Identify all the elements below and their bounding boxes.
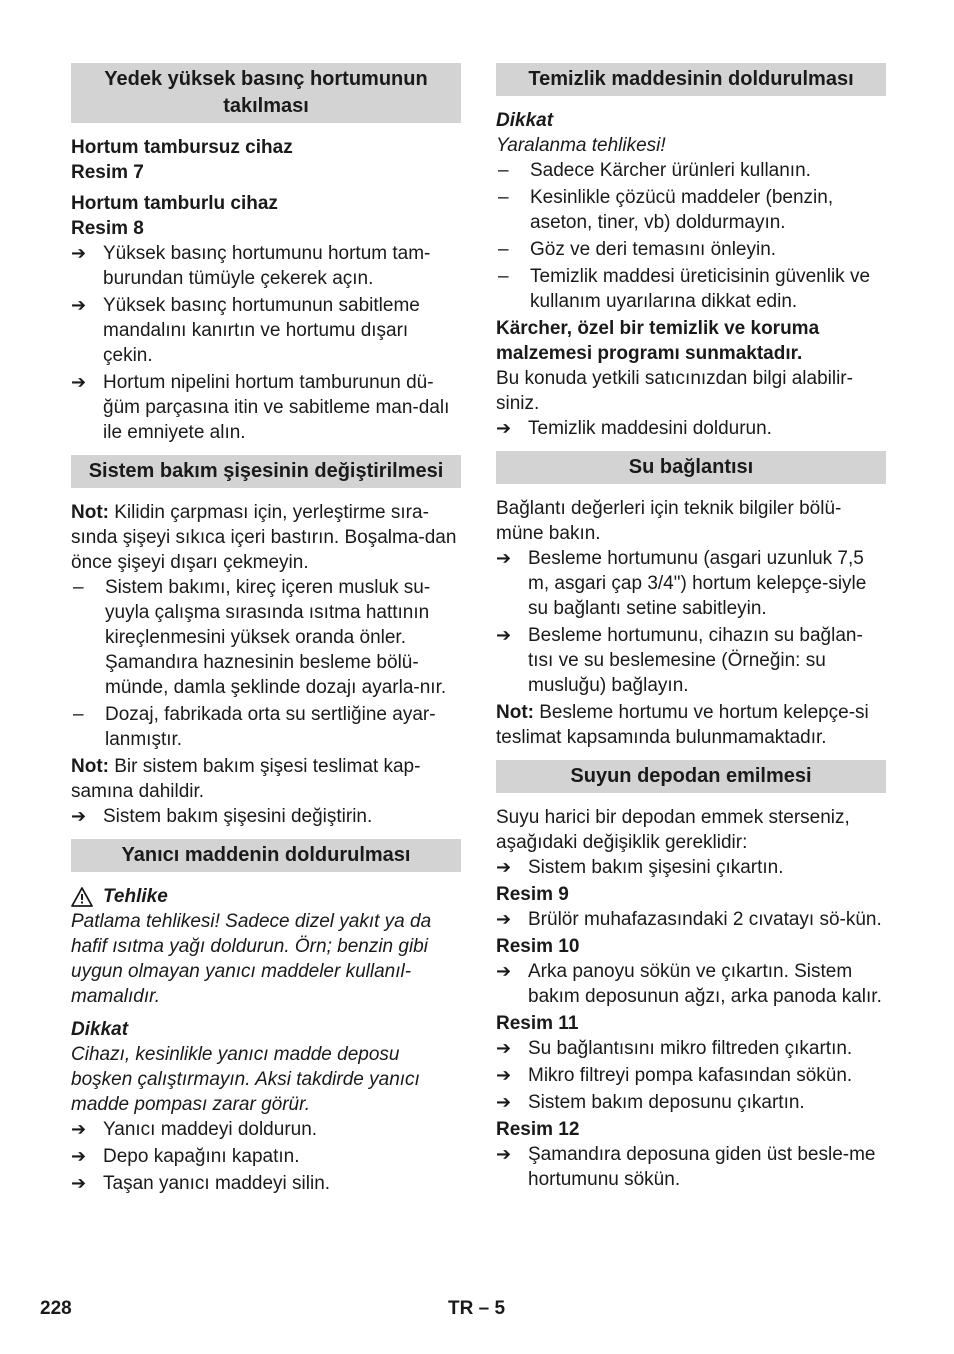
arrow-icon: ➔ — [71, 243, 87, 263]
left-column — [71, 63, 461, 1198]
arrow-icon: ➔ — [496, 961, 512, 981]
arrow-icon: ➔ — [71, 1173, 87, 1193]
arrow-icon: ➔ — [71, 1146, 87, 1166]
arrow-icon: ➔ — [71, 295, 87, 315]
caution-label: Dikkat — [496, 110, 554, 131]
step-item: ➔ Şamandıra deposuna giden üst besle-me hortumunu sökün. — [496, 1144, 876, 1190]
step-item: ➔ Sistem bakım deposunu çıkartın. — [496, 1092, 805, 1113]
arrow-icon: ➔ — [496, 909, 512, 929]
step-item: ➔ Hortum nipelini hortum tamburunun dü-ğüm parçasına itin ve sabitleme man-dalı ile emniyete alın. — [71, 372, 450, 443]
step-item: ➔ Yanıcı maddeyi doldurun. — [71, 1119, 318, 1140]
paragraph: Bağlantı değerleri için teknik bilgiler bölü-müne bakın. — [496, 498, 842, 544]
dash-icon: – — [498, 160, 509, 181]
dash-icon: – — [73, 704, 84, 725]
step-item: ➔ Besleme hortumunu (asgari uzunluk 7,5 m, asgari çap 3/4") hortum kelepçe-siyle su bağlantı setine sabitleyin. — [496, 548, 867, 619]
dash-icon: – — [73, 577, 84, 598]
figure-ref-8: Resim 8 — [71, 218, 144, 239]
arrow-icon: ➔ — [496, 1092, 512, 1112]
arrow-icon: ➔ — [496, 625, 512, 645]
note-paragraph: Not: Besleme hortumu ve hortum kelepçe-si teslimat kapsamında bulunmamaktadır. — [496, 702, 869, 748]
step-item: ➔ Temizlik maddesini doldurun. — [496, 418, 772, 439]
dash-item: – Dozaj, fabrikada orta su sertliğine ayar-lanmıştır. — [73, 704, 436, 750]
subheading-no-reel: Hortum tambursuz cihaz — [71, 137, 293, 158]
dash-item: – Kesinlikle çözücü maddeler (benzin, aseton, tiner, vb) doldurmayın. — [498, 187, 834, 233]
section-heading-bottle-change: Sistem bakım şişesinin değiştirilmesi — [71, 455, 461, 488]
caution-text: Cihazı, kesinlikle yanıcı madde deposu boşken çalıştırmayın. Aksi takdirde yanıcı madde pompası zarar görür. — [71, 1044, 420, 1115]
language-page-label: TR – 5 — [448, 1298, 506, 1319]
arrow-icon: ➔ — [71, 1119, 87, 1139]
dash-item: – Temizlik maddesi üreticisinin güvenlik ve kullanım uyarılarına dikkat edin. — [498, 266, 871, 312]
step-item: ➔ Arka panoyu sökün ve çıkartın. Sistem bakım deposunun ağzı, arka panoda kalır. — [496, 961, 882, 1007]
dash-icon: – — [498, 187, 509, 208]
karcher-program-note: Kärcher, özel bir temizlik ve koruma malzemesi programı sunmaktadır. — [496, 318, 820, 364]
dash-icon: – — [498, 239, 509, 260]
arrow-icon: ➔ — [71, 806, 87, 826]
step-item: ➔ Yüksek basınç hortumunun sabitleme mandalını kanırtın ve hortumu dışarı çekin. — [71, 295, 420, 366]
step-item: ➔ Sistem bakım şişesini değiştirin. — [71, 806, 373, 827]
danger-text: Patlama tehlikesi! Sadece dizel yakıt ya da hafif ısıtma yağı doldurun. Örn; benzin gibi uygun olmayan yanıcı maddeler kullanıl-mamalıdır. — [71, 911, 432, 1007]
section-heading-hose-install: Yedek yüksek basınç hortumunun takılması — [71, 63, 461, 123]
step-item: ➔ Yüksek basınç hortumunu hortum tam-burundan tümüyle çekerek açın. — [71, 243, 431, 289]
arrow-icon: ➔ — [71, 372, 87, 392]
arrow-icon: ➔ — [496, 1144, 512, 1164]
arrow-icon: ➔ — [496, 1065, 512, 1085]
figure-ref-9: Resim 9 — [496, 884, 569, 905]
note-paragraph: Not: Bir sistem bakım şişesi teslimat kap-samına dahildir. — [71, 756, 421, 802]
arrow-icon: ➔ — [496, 548, 512, 568]
section-heading-water-connection: Su bağlantısı — [496, 451, 886, 484]
paragraph: Suyu harici bir depodan emmek sterseniz, aşağıdaki değişiklik gereklidir: — [496, 807, 850, 853]
step-item: ➔ Sistem bakım şişesini çıkartın. — [496, 857, 784, 878]
figure-ref-10: Resim 10 — [496, 936, 580, 957]
section-heading-fuel: Yanıcı maddenin doldurulması — [71, 839, 461, 872]
warning-triangle-icon — [71, 887, 93, 907]
note-paragraph: Not: Kilidin çarpması için, yerleştirme sıra-sında şişeyi sıkıca içeri bastırın. Boşalma-dan önce şişeyi dışarı çekmeyin. — [71, 502, 457, 573]
step-item: ➔ Besleme hortumunu, cihazın su bağlan-tısı ve su beslemesine (Örneğin: su musluğu) bağlayın. — [496, 625, 863, 696]
step-item: ➔ Su bağlantısını mikro filtreden çıkartın. — [496, 1038, 853, 1059]
page-number: 228 — [40, 1298, 72, 1319]
arrow-icon: ➔ — [496, 857, 512, 877]
caution-label: Dikkat — [71, 1019, 129, 1040]
dealer-info: Bu konuda yetkili satıcınızdan bilgi alabilir-siniz. — [496, 368, 853, 414]
figure-ref-12: Resim 12 — [496, 1119, 580, 1140]
dash-item: – Sistem bakımı, kireç içeren musluk su-yuyla çalışma sırasında ısıtma hattının kireçlenmesini yüksek oranda önler. Şamandıra haznesinin besleme bölü-münde, damla şeklinde dozajı ayarla-nır. — [73, 577, 447, 698]
arrow-icon: ➔ — [496, 1038, 512, 1058]
step-item: ➔ Depo kapağını kapatın. — [71, 1146, 300, 1167]
step-item: ➔ Taşan yanıcı maddeyi silin. — [71, 1173, 331, 1194]
figure-ref-11: Resim 11 — [496, 1013, 579, 1034]
dash-item: – Sadece Kärcher ürünleri kullanın. — [498, 160, 811, 181]
caution-text: Yaralanma tehlikesi! — [496, 135, 666, 156]
section-heading-detergent: Temizlik maddesinin doldurulması — [496, 63, 886, 96]
danger-label: Tehlike — [71, 884, 461, 909]
step-item: ➔ Brülör muhafazasındaki 2 cıvatayı sö-kün. — [496, 909, 882, 930]
subheading-with-reel: Hortum tamburlu cihaz — [71, 193, 278, 214]
right-column — [496, 63, 886, 1194]
figure-ref-7: Resim 7 — [71, 162, 144, 183]
dash-item: – Göz ve deri temasını önleyin. — [498, 239, 777, 260]
section-heading-suction: Suyun depodan emilmesi — [496, 760, 886, 793]
step-item: ➔ Mikro filtreyi pompa kafasından sökün. — [496, 1065, 853, 1086]
dash-icon: – — [498, 266, 509, 287]
arrow-icon: ➔ — [496, 418, 512, 438]
